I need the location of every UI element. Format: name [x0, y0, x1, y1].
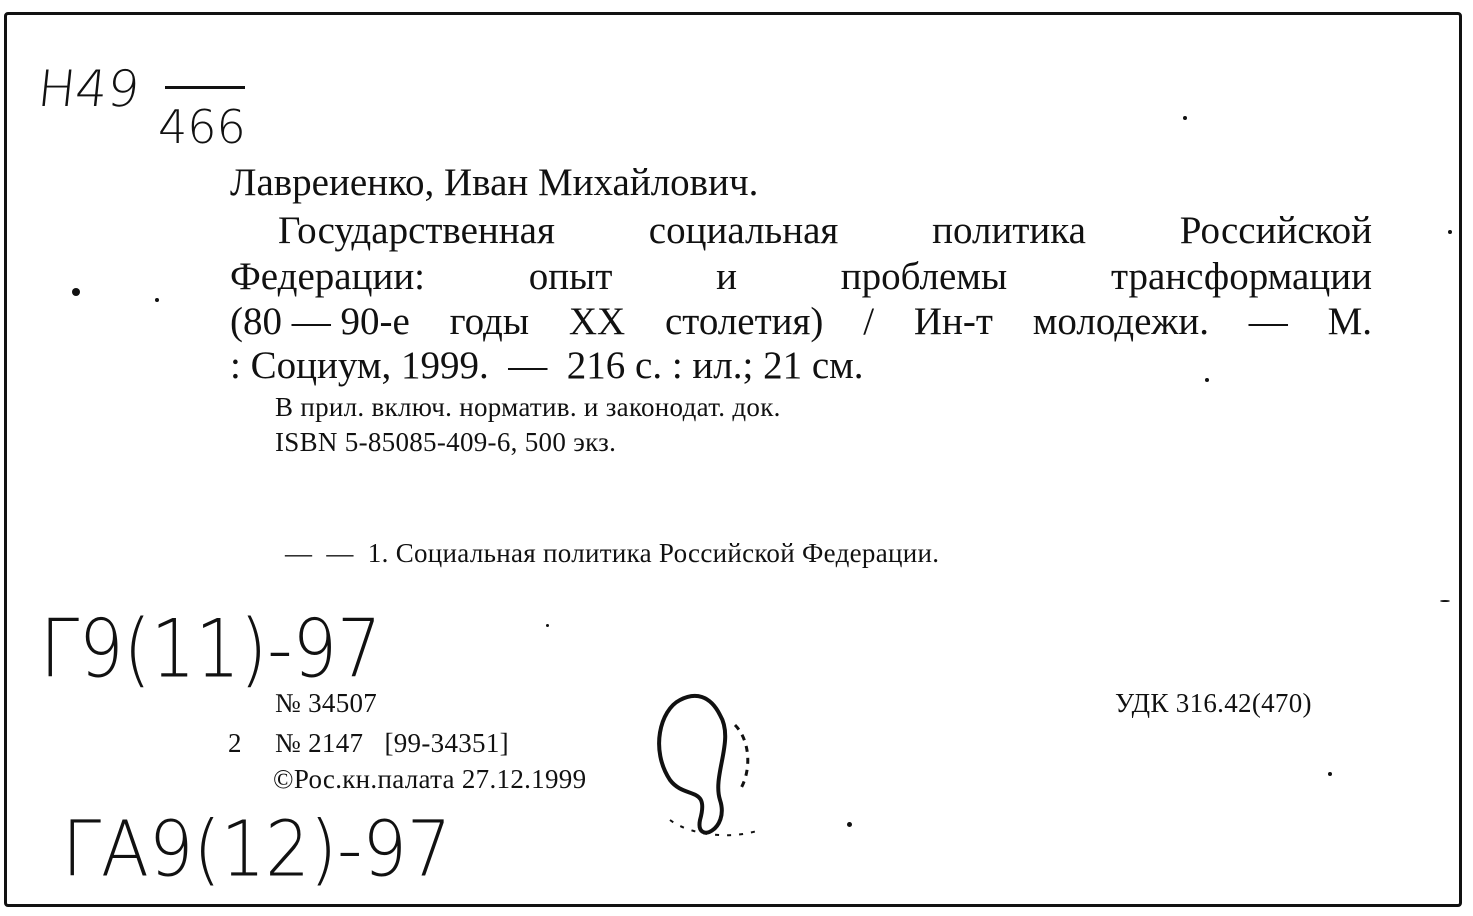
handwritten-shelf-mark-2: ГА9(12)-97	[62, 803, 452, 895]
speck	[847, 822, 852, 827]
isbn: ISBN 5-85085-409-6, 500 экз.	[275, 427, 617, 457]
speck	[1205, 378, 1209, 382]
speck	[1448, 230, 1452, 234]
copies-count: 2	[228, 728, 242, 758]
title-line-3: (80 — 90-е годы XX столетия) / Ин-т молодежи. — М.	[230, 300, 1372, 343]
author: Лавреиенко, Иван Михайлович.	[230, 161, 759, 204]
note: В прил. включ. норматив. и законодат. док.	[275, 392, 781, 422]
handwritten-fraction-bottom: 466	[158, 100, 246, 154]
copyright-line: ©Рос.кн.палата 27.12.1999	[273, 764, 587, 794]
stamp-smudge	[640, 670, 800, 870]
record-number-2: № 2147 [99-34351]	[275, 728, 509, 758]
record-number: № 34507	[275, 688, 378, 718]
speck	[1440, 600, 1450, 602]
speck	[155, 298, 159, 302]
title-line-1: Государственная социальная политика Российской	[278, 209, 1372, 252]
title-line-2: Федерации: опыт и проблемы трансформации	[230, 255, 1372, 298]
speck	[546, 624, 549, 627]
speck	[1328, 772, 1332, 776]
handwritten-code: Н49	[34, 60, 143, 118]
speck	[1183, 116, 1187, 120]
imprint: : Социум, 1999. — 216 с. : ил.; 21 см.	[230, 344, 864, 387]
speck	[72, 288, 80, 296]
subject-heading: — — 1. Социальная политика Российской Федерации.	[285, 538, 940, 568]
fraction-bar	[165, 86, 245, 89]
handwritten-shelf-mark-1: Г9(11)-97	[40, 601, 382, 697]
udc-code: УДК 316.42(470)	[1115, 688, 1312, 718]
